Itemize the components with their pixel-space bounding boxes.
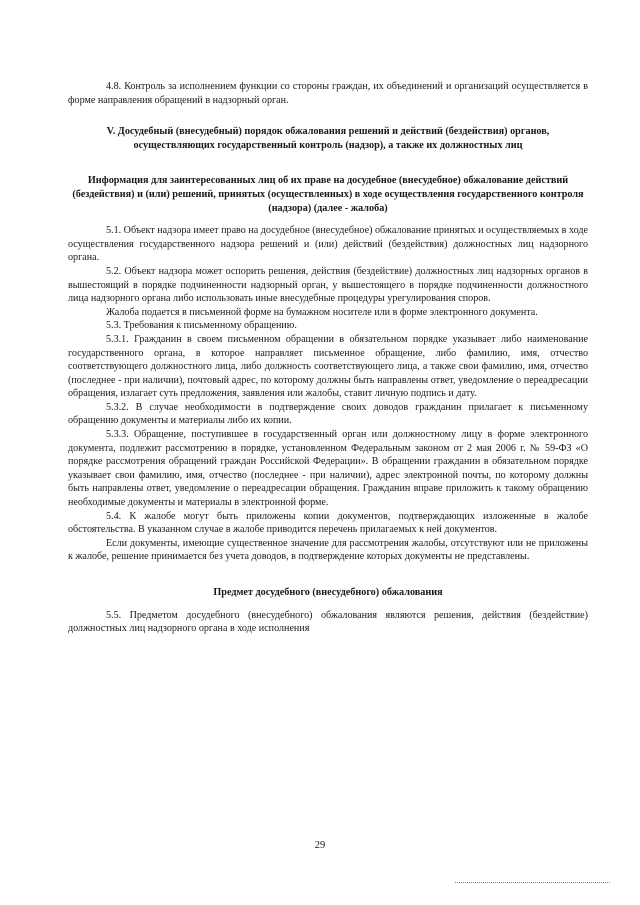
paragraph-5-3: 5.3. Требования к письменному обращению. [106,320,297,332]
paragraph-5-4: 5.4. К жалобе могут быть приложены копии документов, подтверждающих изложенные в жалобе обстоятельства. В указанном случае в жалобе приводится перечень прилагаемых к ней документов. [68,510,588,536]
paragraph-5-1: 5.1. Объект надзора имеет право на досудебное (внесудебное) обжалование принятых и осуществляемых в ходе осуществления государственного надзора решений и (или) действий (бездействия) должностных лиц надзорного органа. [68,225,588,264]
paragraph-5-3-3: 5.3.3. Обращение, поступившее в государственный орган или должностному лицу в форме электронного документа, подлежит рассмотрению в порядке, установленном Федеральным законом от 2 мая 2006 г. № 59-ФЗ «О порядке рассмотрения обращений граждан Российской Федерации». В обращении гражданин в обязательном порядке указывает свои фамилию, имя, отчество (последнее - при наличии), адрес электронной почты, по которому должны быть направлены ответ, уведомление о переадресации обращения. Гражданин вправе приложить к такому обращению необходимые документы и материалы в электронной форме. [68,429,588,509]
page-content [68,80,588,636]
section-v-title: V. Досудебный (внесудебный) порядок обжалования решений и действий (бездействия) органов, осуществляющих государственный контроль (надзор), а также их должностных лиц [106,126,550,151]
paragraph-5-2: 5.2. Объект надзора может оспорить решения, действия (бездействие) должностных лиц надзорных органов в вышестоящий в порядке подчиненности надзорный орган, у вышестоящего в порядке подчиненности должностного лица надзорного органа либо использовать иные внесудебные процедуры урегулирования споров. [68,265,588,305]
footer-dotted-line [455,882,610,883]
paragraph-complaint-form: Жалоба подается в письменной форме на бумажном носителе или в форме электронного документа. [106,306,538,318]
page-number: 29 [314,840,326,851]
paragraph-5-3-2: 5.3.2. В случае необходимости в подтверждение своих доводов гражданин прилагает к письменному обращению документы и материалы либо их копии. [68,401,588,427]
paragraph-4-8: 4.8. Контроль за исполнением функции со стороны граждан, их объединений и организаций осуществляется в форме направления обращений в надзорный орган. [68,81,588,106]
paragraph-documents: Если документы, имеющие существенное значение для рассмотрения жалобы, отсутствуют или не приложены к жалобе, решение принимается без учета доводов, в подтверждение которых документы не представлены. [68,537,588,563]
subject-title: Предмет досудебного (внесудебного) обжалования [213,587,443,598]
paragraph-5-3-1: 5.3.1. Гражданин в своем письменном обращении в обязательном порядке указывает либо наименование государственного органа, в которое направляет письменное обращение, либо фамилию, имя, отчество соответствующего должностного лица, либо должность соответствующего лица, а также свои фамилию, имя, отчество (последнее - при наличии), почтовый адрес, по которому должны быть направлены ответ, уведомление о переадресации обращения, излагает суть предложения, заявления или жалобы, ставит личную подпись и дату. [68,333,588,400]
info-title: Информация для заинтересованных лиц об их праве на досудебное (внесудебное) обжалование действий (бездействия) и (или) решений, принятых (осуществленных) в ходе осуществления государственного контроля (надзора) (далее - жалоба) [72,175,584,214]
paragraph-5-5: 5.5. Предметом досудебного (внесудебного) обжалования являются решения, действия (бездействие) должностных лиц надзорного органа в ходе исполнения [68,609,588,635]
